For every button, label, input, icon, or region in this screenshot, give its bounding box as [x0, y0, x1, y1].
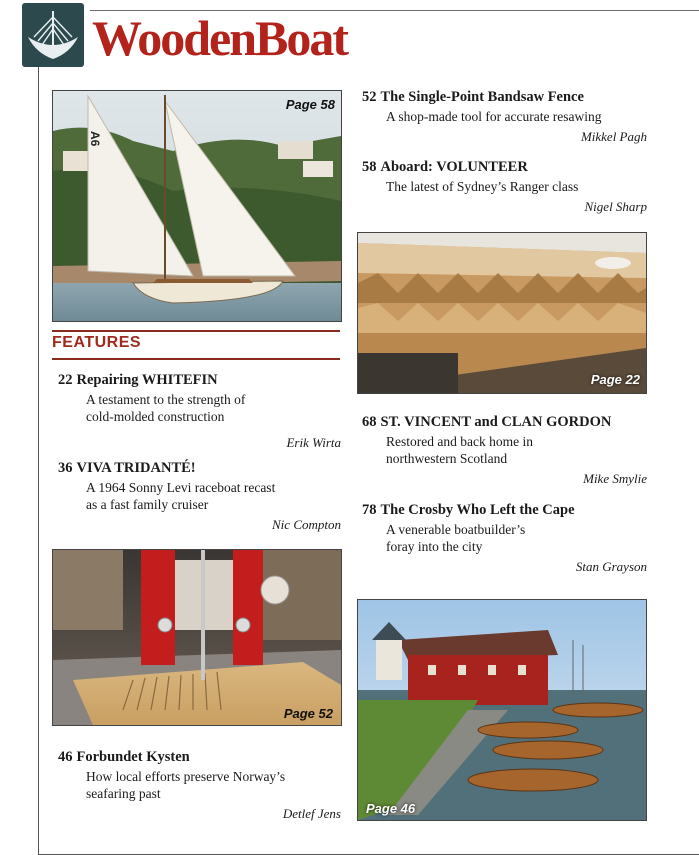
article-page-number: 52 [362, 89, 377, 105]
article-author: Mikkel Pagh [580, 129, 647, 144]
article-description [362, 433, 647, 467]
article-author: Detlef Jens [282, 806, 341, 821]
article-title-text: Repairing WHITEFIN [76, 372, 218, 388]
photo-boathouse [357, 599, 647, 821]
article-title-text: Forbundet Kysten [76, 749, 190, 765]
article-page-number: 68 [362, 414, 377, 430]
article-desc-line: A shop-made tool for accurate resawing [386, 109, 602, 124]
article-description [362, 178, 647, 195]
article-title [362, 501, 647, 519]
boat-hull-icon [22, 3, 84, 67]
article-desc-line: A testament to the strength of [86, 392, 246, 407]
article-volunteer[interactable] [362, 158, 647, 215]
article-description [362, 521, 647, 555]
article-author: Mike Smylie [583, 471, 647, 486]
article-desc-line: cold-molded construction [86, 409, 225, 424]
article-author: Nigel Sharp [584, 199, 647, 214]
photo-sailboat [52, 90, 342, 322]
article-title [362, 413, 647, 431]
article-desc-line: northwestern Scotland [386, 451, 508, 466]
features-heading [52, 330, 340, 360]
article-bandsaw[interactable] [362, 88, 647, 145]
photo-bandsaw [52, 549, 342, 726]
page-tag-58: Page 58 [285, 97, 335, 112]
page-tag-22: Page 22 [590, 372, 640, 387]
article-crosby[interactable] [362, 501, 647, 575]
article-page-number: 58 [362, 159, 377, 175]
article-author: Stan Grayson [575, 559, 647, 574]
article-title [58, 459, 341, 477]
article-title-text: VIVA TRIDANTÉ! [76, 460, 196, 476]
photo-hull [357, 232, 647, 394]
article-page-number: 78 [362, 502, 377, 518]
article-desc-line: How local efforts preserve Norway’s [86, 769, 286, 784]
article-description [58, 479, 341, 513]
article-desc-line: A venerable boatbuilder’s [386, 522, 526, 537]
wooden-boat-logo [22, 3, 84, 67]
article-stvincent[interactable] [362, 413, 647, 487]
article-title-text: Aboard: VOLUNTEER [380, 159, 528, 175]
article-description [58, 768, 341, 802]
article-title [362, 158, 647, 176]
article-page-number: 36 [58, 460, 73, 476]
article-desc-line: Restored and back home in [386, 434, 533, 449]
article-desc-line: A 1964 Sonny Levi raceboat recast [86, 480, 276, 495]
article-title-text: The Crosby Who Left the Cape [380, 502, 575, 518]
article-desc-line: foray into the city [386, 539, 483, 554]
article-title [58, 748, 341, 766]
article-title-text: The Single-Point Bandsaw Fence [380, 89, 584, 105]
article-desc-line: as a fast family cruiser [86, 497, 209, 512]
page-tag-52: Page 52 [283, 706, 333, 721]
article-desc-line: seafaring past [86, 786, 161, 801]
page-tag-46: Page 46 [366, 801, 416, 816]
masthead-title: WoodenBoat [92, 10, 348, 66]
sail-number: A6 [88, 131, 102, 147]
article-desc-line: The latest of Sydney’s Ranger class [386, 179, 579, 194]
article-title [58, 371, 341, 389]
article-description [58, 391, 341, 425]
article-description [362, 108, 647, 125]
article-whitefin[interactable] [58, 371, 341, 451]
article-page-number: 22 [58, 372, 73, 388]
article-tridante[interactable] [58, 459, 341, 533]
article-author: Nic Compton [272, 517, 341, 532]
article-title-text: ST. VINCENT and CLAN GORDON [380, 414, 612, 430]
article-title [362, 88, 647, 106]
article-author: Erik Wirta [286, 435, 341, 450]
article-page-number: 46 [58, 749, 73, 765]
frame-left-rule [38, 67, 39, 855]
article-kysten[interactable] [58, 748, 341, 822]
features-heading-label: FEATURES [52, 334, 142, 351]
